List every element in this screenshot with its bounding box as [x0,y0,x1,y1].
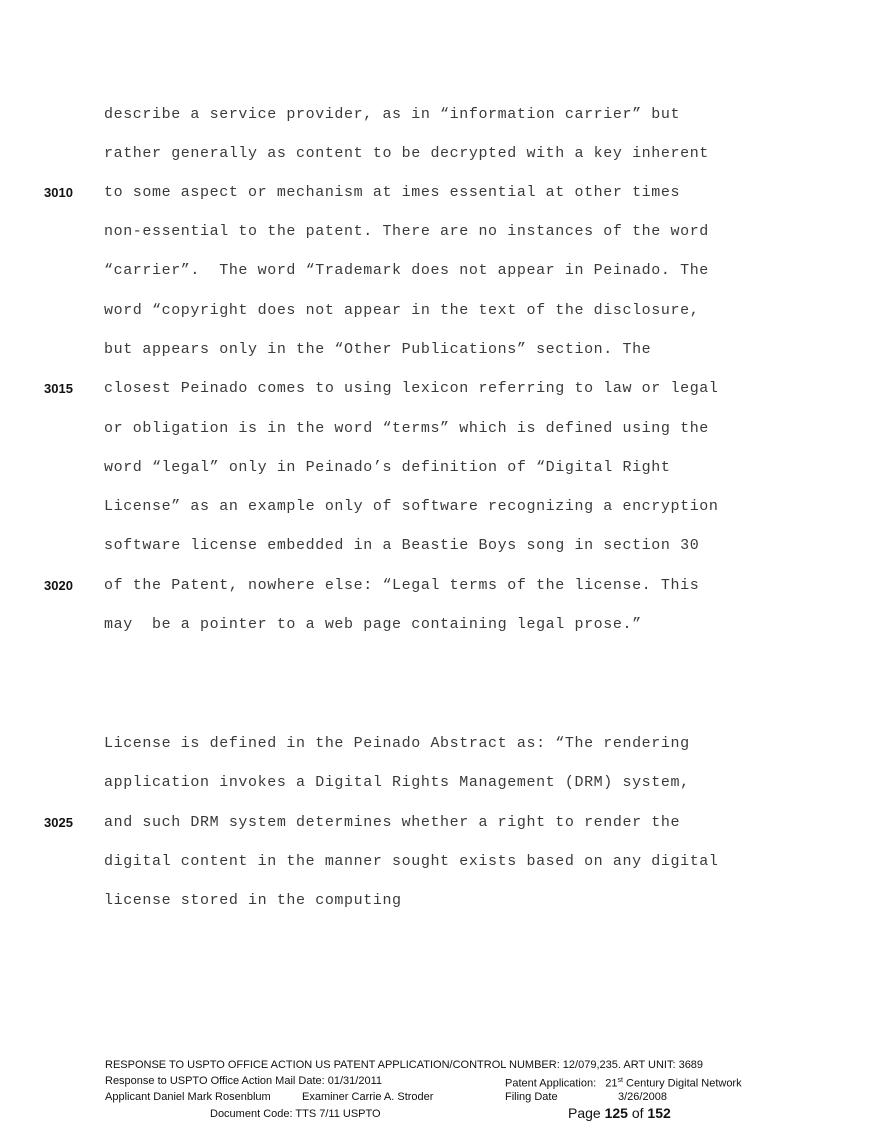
footer-applicant: Applicant Daniel Mark Rosenblum [105,1091,271,1103]
footer-response-date: Response to USPTO Office Action Mail Date: 01/31/2011 [105,1075,382,1087]
footer-patent-application-num: 21 [605,1077,618,1090]
body-line: software license embedded in a Beastie Boys song in section 30 [104,537,700,554]
footer-patent-application-rest: Century Digital Network [623,1077,742,1090]
footer-application-line: RESPONSE TO USPTO OFFICE ACTION US PATENT APPLICATION/CONTROL NUMBER: 12/079,235. ART UNIT: 3689 [105,1059,704,1071]
page-number: 125 [604,1105,628,1121]
body-line: license stored in the computing [104,892,402,909]
body-line: closest Peinado comes to using lexicon referring to law or legal [104,380,719,397]
line-number-3010: 3010 [44,185,73,200]
body-line: or obligation is in the word “terms” which is defined using the [104,420,709,437]
line-number-3025: 3025 [44,815,73,830]
footer-patent-application [505,1074,742,1091]
body-line: but appears only in the “Other Publications” section. The [104,341,652,358]
body-line: License is defined in the Peinado Abstract as: “The rendering [104,735,690,752]
body-line: digital content in the manner sought exists based on any digital [104,853,719,870]
body-line: application invokes a Digital Rights Management (DRM) system, [104,774,690,791]
page-word: Page [568,1105,605,1121]
footer-examiner: Examiner Carrie A. Stroder [302,1091,434,1103]
line-number-3015: 3015 [44,381,73,396]
body-line: rather generally as content to be decrypted with a key inherent [104,145,709,162]
page-of: of [627,1105,648,1121]
body-line: describe a service provider, as in “information carrier” but [104,106,681,123]
body-line: may be a pointer to a web page containing legal prose.” [104,616,642,633]
footer-filing-date: 3/26/2008 [618,1091,667,1103]
page-counter [568,1105,671,1121]
body-line: word “legal” only in Peinado’s definition of “Digital Right [104,459,671,476]
footer-patent-application-sup: st [617,1077,623,1084]
line-number-3020: 3020 [44,578,73,593]
body-line: License” as an example only of software recognizing a encryption [104,498,719,515]
footer-document-code: Document Code: TTS 7/11 USPTO [210,1108,381,1120]
body-line: and such DRM system determines whether a right to render the [104,814,681,831]
page-total: 152 [647,1105,671,1121]
body-line: “carrier”. The word “Trademark does not appear in Peinado. The [104,262,709,279]
body-line: of the Patent, nowhere else: “Legal terms of the license. This [104,577,700,594]
footer-filing-label: Filing Date [505,1091,558,1103]
body-line: non-essential to the patent. There are no instances of the word [104,223,709,240]
body-line: to some aspect or mechanism at imes essential at other times [104,184,681,201]
footer-patent-application-label: Patent Application: [505,1077,597,1090]
body-line: word “copyright does not appear in the text of the disclosure, [104,302,700,319]
